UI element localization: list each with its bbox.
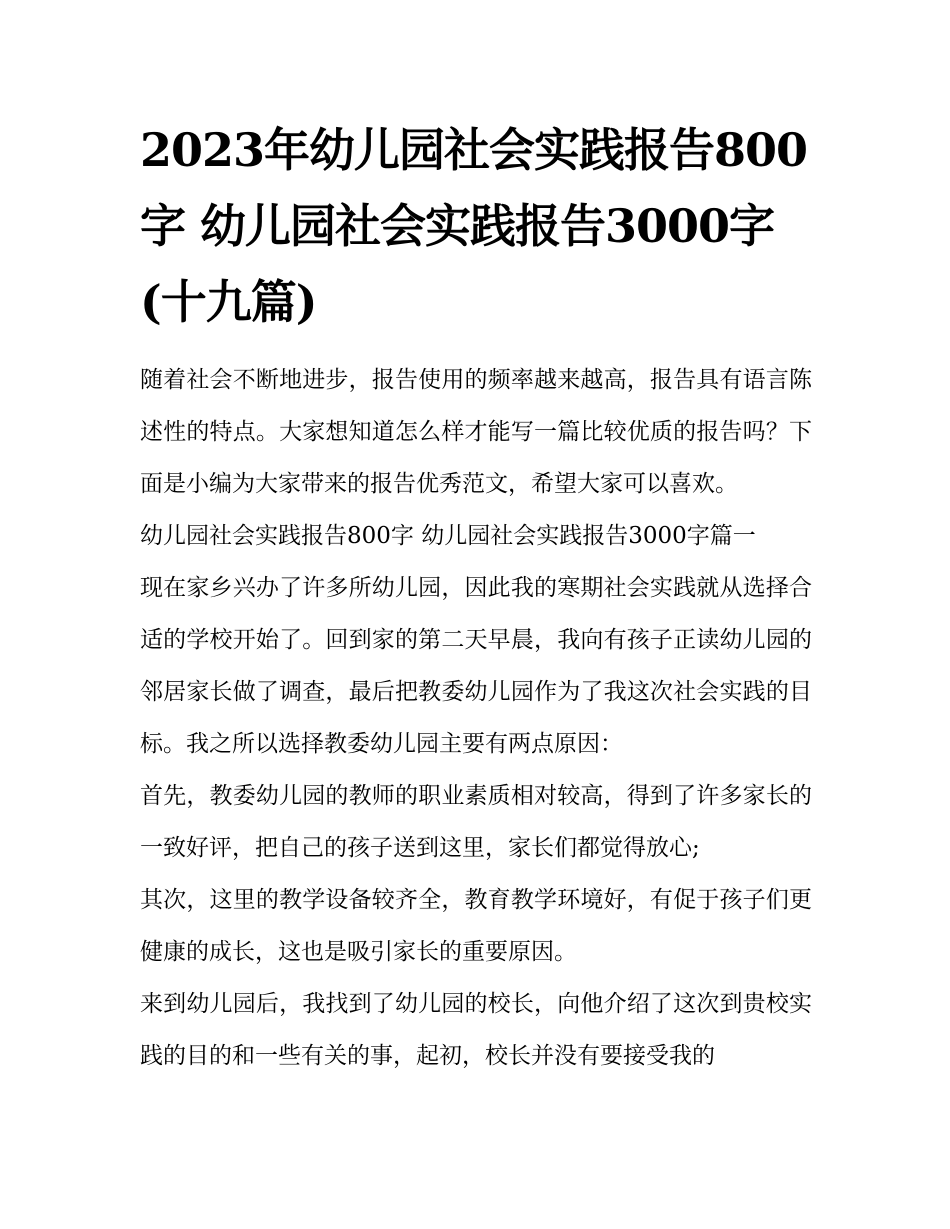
- paragraph-section-heading: 幼儿园社会实践报告800字 幼儿园社会实践报告3000字篇一: [140, 523, 756, 549]
- document-title: 2023年幼儿园社会实践报告800字 幼儿园社会实践报告3000字(十九篇): [140, 123, 808, 329]
- paragraph-intro: 随着社会不断地进步，报告使用的频率越来越高，报告具有语言陈述性的特点。大家想知道怎么样才能写一篇比较优质的报告吗？下面是小编为大家带来的报告优秀范文，希望大家可以喜欢。: [140, 367, 812, 497]
- paragraph-body-4: 来到幼儿园后，我找到了幼儿园的校长，向他介绍了这次到贵校实践的目的和一些有关的事，起初，校长并没有要接受我的: [140, 991, 812, 1069]
- document-body: [140, 112, 812, 1082]
- paragraph-body-3: 其次，这里的教学设备较齐全，教育教学环境好，有促于孩子们更健康的成长，这也是吸引家长的重要原因。: [140, 887, 812, 965]
- paragraph-body-1: 现在家乡兴办了许多所幼儿园，因此我的寒期社会实践就从选择合适的学校开始了。回到家的第二天早晨，我向有孩子正读幼儿园的邻居家长做了调查，最后把教委幼儿园作为了我这次社会实践的目标。我之所以选择教委幼儿园主要有两点原因：: [140, 575, 812, 757]
- paragraph-body-2: 首先，教委幼儿园的教师的职业素质相对较高，得到了许多家长的一致好评，把自己的孩子送到这里，家长们都觉得放心;: [140, 783, 812, 861]
